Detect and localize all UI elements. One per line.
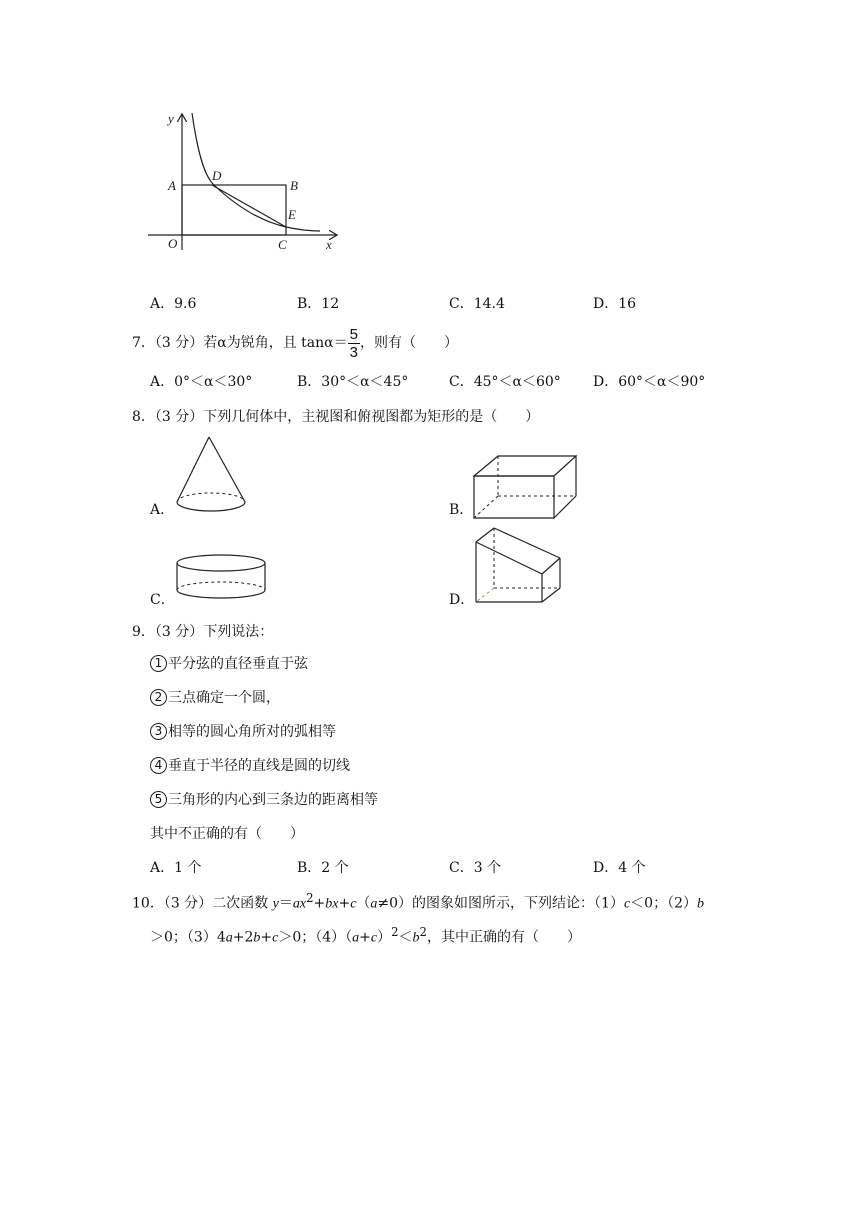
label-B: B [290,178,298,193]
circled-number-icon: 2 [150,689,167,706]
label-y: y [168,111,174,126]
q7-stem: 7．（3 分）若α为锐角，且 tanα＝ $\frac{5}{3}$ ，则有（ ） [132,325,458,361]
label-x: x [326,237,332,252]
q9-option-c[interactable]: C．3 个 [449,860,502,876]
rectangle-OABC [182,185,286,235]
q9-item-5: 5 三角形的内心到三条边的距离相等 [150,789,378,809]
q8-option-b[interactable]: B． [449,502,474,518]
prism-figure [472,524,566,606]
q10-stem-line1: 10．（3 分）二次函数 $y=ax^2+bx+c(a\ne 0)$的图象如图所示，下列结论：（1）c＜0；（2）b [132,891,705,912]
q9-item-1: 1 平分弦的直径垂直于弦 [150,653,308,673]
segment-DE [212,185,286,227]
q6-option-a[interactable]: A．9.6 [150,296,197,312]
q9-item-4: 4 垂直于半径的直线是圆的切线 [150,755,350,775]
q7-option-b[interactable]: B．30°＜α＜45° [297,374,409,390]
cylinder-figure [174,552,270,604]
q7-option-c[interactable]: C．45°＜α＜60° [449,374,561,390]
q6-option-d[interactable]: D．16 [593,296,637,312]
label-C: C [278,237,287,252]
label-A: A [168,178,176,193]
q8-option-c[interactable]: C． [150,592,175,608]
label-D: D [212,168,222,183]
q9-option-d[interactable]: D．4 个 [593,860,646,876]
q10-stem-line2: ＞0；（3）4a+2b+c＞0；$(4)(a+c)^2<b^2$，其中正确的有（ ） [150,925,581,946]
q6-option-c[interactable]: C．14.4 [449,296,505,312]
cone-figure [172,434,252,516]
q9-item-2: 2 三点确定一个圆， [150,687,280,707]
q7-option-a[interactable]: A．0°＜α＜30° [150,374,253,390]
circled-number-icon: 5 [150,791,167,808]
circled-number-icon: 4 [150,757,167,774]
q9-stem: 9．（3 分）下列说法： [132,624,274,640]
label-E: E [288,207,296,222]
cuboid-figure [470,452,582,524]
q8-option-d[interactable]: D． [449,592,475,608]
label-O: O [168,236,178,251]
circled-number-icon: 1 [150,655,167,672]
q8-option-a[interactable]: A． [150,502,175,518]
q9-item-3: 3 相等的圆心角所对的弧相等 [150,721,336,741]
q9-option-b[interactable]: B．2 个 [297,860,349,876]
q9-option-a[interactable]: A．1 个 [150,860,202,876]
q8-stem: 8．（3 分）下列几何体中，主视图和俯视图都为矩形的是（ ） [132,409,540,425]
circled-number-icon: 3 [150,723,167,740]
q6-option-b[interactable]: B．12 [297,296,340,312]
fraction-5-3: $\frac{5}{3}$ [349,325,358,361]
q7-option-d[interactable]: D．60°＜α＜90° [593,374,706,390]
function-graph [140,105,360,255]
q9-question: 其中不正确的有（ ） [150,826,304,842]
